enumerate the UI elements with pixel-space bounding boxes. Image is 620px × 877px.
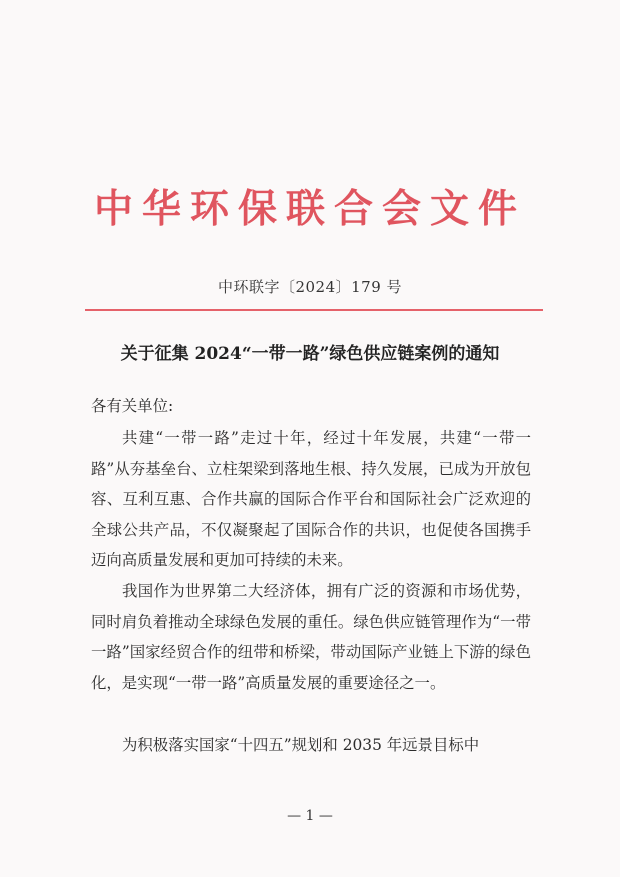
paragraph-text: 我国作为世界第二大经济体，拥有广泛的资源和市场优势，同时肩负着推动全球绿色发展的重任。绿色供应链管理作为“一带一路”国家经贸合作的纽带和桥梁，带动国际产业链上下游的绿色化，是实现“一带一路”高质量发展的重要途径之一。 [91, 582, 531, 692]
document-header-title: 中华环保联合会文件 [93, 186, 526, 232]
red-divider-line [85, 309, 543, 311]
document-number: 中环联字〔2024〕179 号 [217, 278, 403, 296]
body-paragraph-1 [91, 423, 531, 576]
body-paragraph-3 [91, 730, 531, 761]
notice-title: 关于征集 2024“一带一路”绿色供应链案例的通知 [120, 344, 500, 364]
paragraph-text: 共建“一带一路”走过十年，经过十年发展，共建“一带一路”从夯基垒台、立柱架梁到落地生根、持久发展，已成为开放包容、互利互惠、合作共赢的国际合作平台和国际社会广泛欢迎的全球公共产品，不仅凝聚起了国际合作的共识，也促使各国携手迈向高质量发展和更加可持续的未来。 [91, 429, 531, 569]
body-paragraph-2 [91, 576, 531, 698]
salutation: 各有关单位: [91, 397, 174, 415]
page-number: — 1 — [287, 808, 333, 824]
paragraph-text: 为积极落实国家“十四五”规划和 2035 年远景目标中 [122, 736, 480, 754]
